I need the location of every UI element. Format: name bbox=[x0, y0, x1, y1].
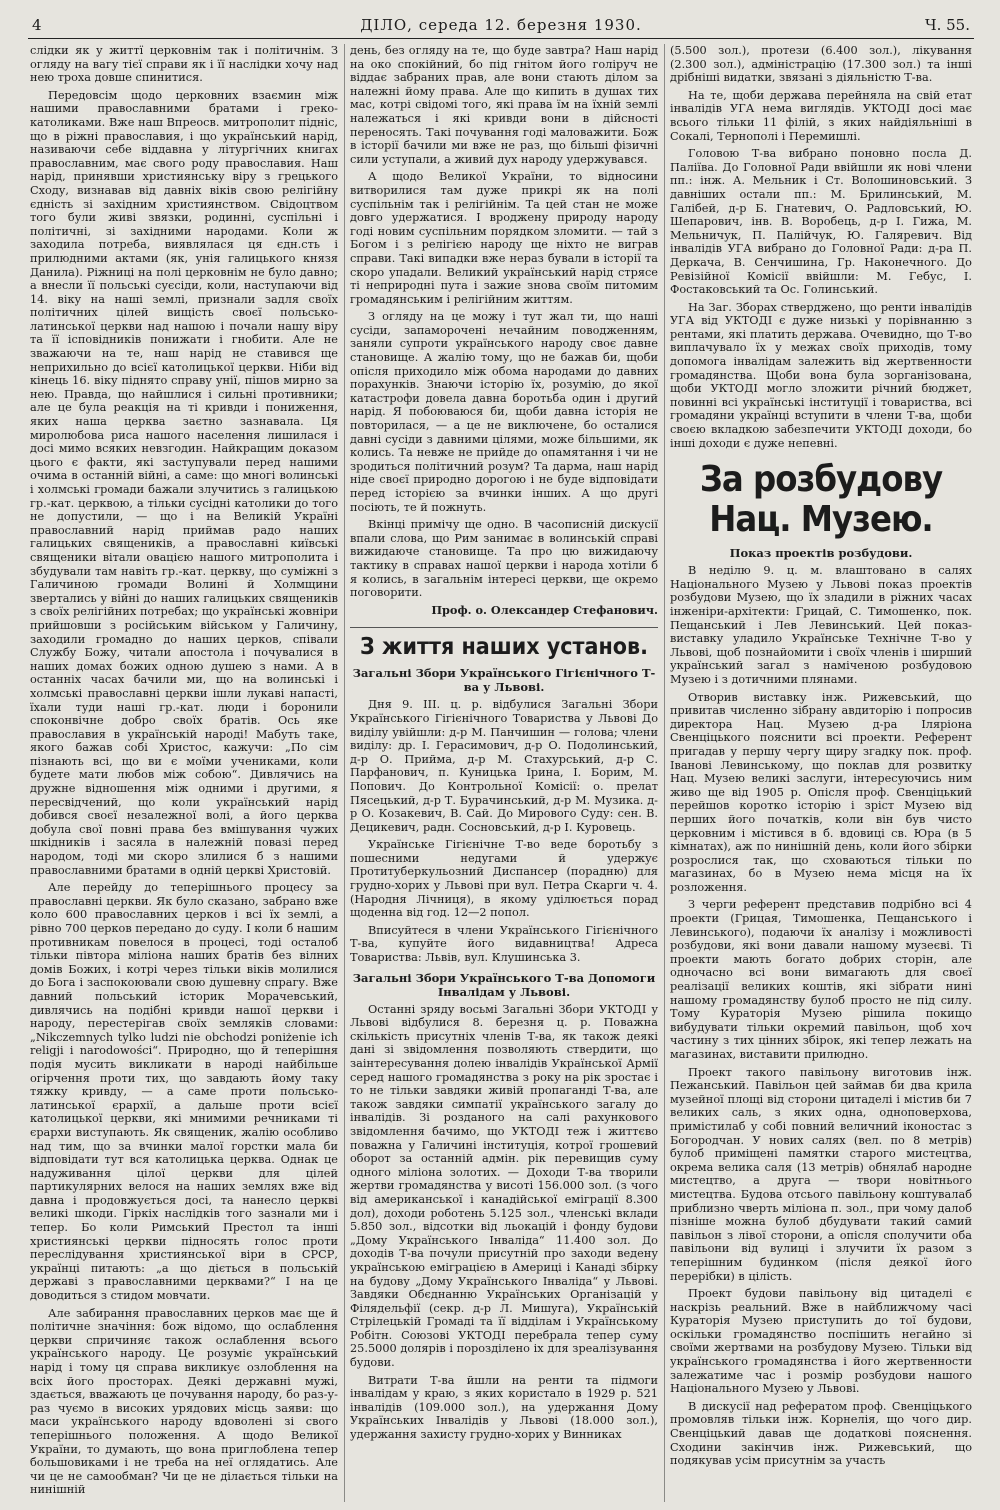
paragraph: З черги референт представив подрібно всі 4 проекти (Грицая, Тимошенка, Пещанського і Левинського), подаючи їх аналізу і можливості розбудови, які вони давали нашому музеєві. Ті проекти мають богато добрих сторін, але одночасно всі вони вимагають для своєї реалізації великих коштів, які зібрати нині нашому громадянству булоб просто не під силу. Тому Кураторія Музею рішила покищо вибудувати тільки окремий павільон, щоб хоч частину з тих цінних збірок, які тепер лежать на магазинах, виставити прилюдно. bbox=[670, 898, 972, 1061]
paragraph: слідки як у життї церковнім так і політичнім. З огляду на вагу тієї справи як і її наслідки хочу над нею троха довше спинитися. bbox=[30, 44, 338, 85]
paragraph: Але забирання православних церков має ще й політичне значіння: бож відомо, що ослаблення церкви спричиняє також ослаблення всього українського народу. Це розуміє український нарід і тому ця справа викликує озлоблення на всіх його просторах. Деякі державні мужі, здається, вважають це почування народу, бо раз-у-раз чуємо в високих урядових місць заяви: що маси українського народу вдоволені зі свого теперішнього положення. А щодо Великої України, то думають, що вона приглоблена тепер большовиками і не треба на неї оглядатись. Але чи це не самообман? Чи це не ділається тільки на нинішній bbox=[30, 1306, 338, 1497]
column-rule bbox=[664, 44, 665, 1502]
paragraph: З огляду на це можу і тут жал ти, що наші сусіди, запаморочені нечайним поводженням, заняли супроти українського народу своє давне становище. А жалію тому, що не бажав би, щоби опісля приходило між обома народами до давних порахунків. Знаючи історію їх, розумію, до якої катастрофи довела давна боротьба один і другий нарід. Я побоюваюся би, щоби давна історія не повторилася, — а це не виключене, бо осталися давні сусіди з давними цілями, може більшими, як колись. Та невже не прийде до опамятання і чи не зродиться політичний розум? Та дарма, наш нарід ніде своєї природно дорогою і не буде відповідати перед історією за вчинки інших. А що другі посіють, те й пожнуть. bbox=[350, 310, 658, 514]
author-signature: Проф. о. Олександер Стефанович. bbox=[431, 602, 658, 617]
article-subheading: Показ проектів розбудови. bbox=[729, 546, 913, 561]
article-subheading: Загальні Збори Українського Т-ва Допомоги Інвалідам у Львові. bbox=[352, 970, 656, 999]
paragraph: Вкінці примічу ще одно. В часописній дискусії впали слова, що Рим занимає в волинській справі вижидаюче становище. Та про цю вижидаючу тактику в справах нашої церкви і народа хотіли б я колись, в загальнім інтересі церкви, ще окремо поговорити. bbox=[350, 518, 658, 600]
paragraph: Отворив виставку інж. Рижевський, що привитав численно зібрану авдиторію і попросив директора Нац. Музею д-ра Іляріона Свенціцького пояснити всі проекти. Референт пригадав у першу чергу щиру згадку пок. проф. Івановi Левинському, що поклав для розвитку Нац. Музею великі заслуги, інтересуючись ним живо ще від 1905 р. Опісля проф. Свенціцький перейшов коротко історію і зріст Музею від перших його початків, коли він був чисто церковним і містився в б. вдовиці св. Юра (в 5 кімнатах), аж по нинішній день, коли його збірки розрослися так, що сховаються тільки по магазинах, бо в Музею нема місця на їх розложення. bbox=[670, 690, 972, 894]
paragraph: На те, щоби держава перейняла на свій етат інвалідів УГА нема виглядів. УКТОДІ досі має всього тільки 11 філій, з яких найдіяльніші в Сокалі, Тернополі і Перемишлі. bbox=[670, 88, 972, 143]
article-headline: За розбудову Нац. Музею. bbox=[699, 459, 943, 541]
paragraph: А щодо Великої України, то відносини витворилися там дуже прикрі як на полі суспільнім так і релігійнім. Та цей стан не може довго удержатися. І вроджену природу народу годі новим суспільним порядком зломити. — тай з Богом і з релігією народу ще ніхто не виграв справи. Такі випадки вже нераз бували в історії та скоро упадали. Великий український нарід стрясе ті неприродні пута і зажие знова своїм питомим громадянським і релігійним життям. bbox=[350, 170, 658, 306]
paragraph: Останні зряду восьмі Загальні Збори УКТОДІ у Львові відбулися 8. березня ц. р. Поважна скількість присутніх членів Т-ва, як також деякі дані зі звідомлення позволяють ствердити, що заінтересування долею інвалідів Української Армії серед нашого громадянства з року на рік зростає і то не тільки завдяки живій пропаганді Т-ва, але також завдяки симпатії українського загалу до інвалідів. Зі розданого на салі рахункового звідомлення бачимо, що УКТОДІ теж і життєво поважна у Галичині інституція, котрої грошевий оборот за останній адмін. рік перевищив суму одного міліона золотих. — Доходи Т-ва творили жертви громадянства у висоті 156.000 зол. (з чого від американської і канадійської еміграції 8.300 дол), доходи роботень 5.125 зол., членські вклади 5.850 зол., відсотки від льокацій і фонду будови „Дому Українського Інваліда“ 11.400 зол. До доходів Т-ва почули присутній про заходи ведену українською еміграцією в Америці і Канаді збірку на будову „Дому Українського Інваліда“ у Львові. Завдяки Обєднанню Українських Організацій у Філядельфії (секр. д-р Л. Мишуга), Українській Стрілецькій Громаді та її відділам і Українському Робітн. Союзові УКТОДІ перебрала тепер суму 25.5000 долярів і порозділено іх для зреалізування будови. bbox=[350, 1002, 658, 1370]
paragraph: Проект будови павільону від цитаделі є наскрізь реальний. Вже в найближчому часі Кураторія Музею приступить до тої будови, оскільки громадянство поспішить негайно зі своїми жертвами на розбудову Музею. Тільки від українського громадянства і його жертвенности залежатиме час і розмір розбудови нашого Національного Музею у Львові. bbox=[670, 1287, 972, 1396]
paragraph: На Заг. Зборах стверджено, що ренти інвалідів УГА від УКТОДІ є дуже низькі у порівнанню з рентами, які платить держава. Очевидно, що Т-во виплачувало їх у межах своїх приходів, тому допомога інвалідам залежить від жертвенности громадянства. Щоби вона була зорганізована, щоби УКТОДІ могло зложити річний бюджет, повинні всі українські інституції і товариства, всі громадяни українці вступити в члени Т-ва, щоби своєю вкладкою забезпечити УКТОДІ доходи, бо інші доходи є дуже непевні. bbox=[670, 300, 972, 450]
article-subheading: Загальні Збори Українського Гігієнічного Т-ва у Львові. bbox=[352, 666, 656, 695]
paragraph: Вписуйтеся в члени Українського Гігієнічного Т-ва, купуйте його видавництва! Адреса Товариства: Львів, вул. Клушинська 3. bbox=[350, 923, 658, 965]
section-heading: З життя наших установ. bbox=[350, 627, 658, 660]
page-header bbox=[28, 14, 974, 39]
paragraph: Витрати Т-ва йшли на ренти та підмоги інвалідам у краю, з яких користало в 1929 р. 521 інвалідів (109.000 зол.), на удержання Дому Українських Інвалідів у Львові (18.000 зол.), удержання захисту грудно-хорих у Винниках bbox=[350, 1373, 658, 1442]
paragraph: В дискусії над рефератом проф. Свенціцького промовляв тільки інж. Корнелія, що чого дир. Свенціцький давав ще додаткові пояснення. Сходини закінчив інж. Рижевський, що подякував усім присутнім за участь bbox=[670, 1399, 972, 1468]
paragraph: Але перейду до теперішнього процесу за православні церкви. Як було сказано, забрано вже коло 600 православних церков і всі їх землі, а рівно 700 церков передано до суду. І коли б нашим противникам повелося в процесі, тоді осталоб тільки півтора міліона наших братів без вілних домів Божих, і котрі через тільки віків молилися до Бога і заспокоювали свою душевну спрагу. Вже давний польський історик Морачевський, дивлячись на подібні кривди нашої церкви і народу, перестерігав своїх земляків словами: „Nikczemnych tylko ludzi nie obchodzi poniżenie ich religji i narodowości“. Природно, що й теперішня подія мусить викликати в народі найбільше огірчення проти тих, що завдають йому таку тяжку кривду, — а саме проти польсько-латинської єрархії, а дальше проти всієї католицької церкви, які мнимими речниками ті єрархи виступають. Як священик, жалію особливо над тим, що за вчинки малої горстки мала би відповідати тут вся католицька церква. Однак це надуживання цілої церкви для цілей партикулярних велося на наших землях вже від давна і продовжується досі, та нанесло церкві великі шкоди. Гіркіх наслідків того зазнали ми і тепер. Бо коли Римський Престол та інші християнські церкви підносять голос проти переслідування християнської віри в СРСР, українці питають: „а що діється в польській державі з православними церквами?“ І на це доводиться з стидом мовчати. bbox=[30, 881, 338, 1303]
paragraph: Головою Т-ва вибрано поновно посла Д. Паліїва. До Головної Ради ввійшли як нові члени пп.: інж. А. Мельник і Ст. Волошиновський. З давніших остали пп.: М. Брилинський, М. Галібей, д-р Б. Гнатевич, О. Радловський, Ю. Шепарович, інв. В. Воробець, д-р І. Гижа, М. Мельничук, П. Палійчук, Ю. Галяревич. Від інвалідів УГА вибрано до Головної Ради: д-ра П. Деркача, В. Сенчишина, Гр. Наконечного. До Ревізійної Комісії ввійшли: М. Гебус, І. Фостаковський та Ос. Голинський. bbox=[670, 147, 972, 297]
column-3 bbox=[670, 44, 972, 1502]
paragraph: В неділю 9. ц. м. влаштовано в салях Національного Музею у Львові показ проектів розбудови Музею, що їх зладили в ріжних часах інженіри-архітекти: Грицай, С. Тимошенко, пок. Пещанський і Лев Левинський. Цей показ-виставку уладило Українське Технічне Т-во у Львові, щоб познайомити і своїх членів і ширший український загал з наміченою розбудовою Музею і з дотичними плянами. bbox=[670, 564, 972, 686]
paragraph: (5.500 зол.), протези (6.400 зол.), лікування (2.300 зол.), адміністрацію (17.300 зол.) та інші дрібніші видатки, звязані з діяльністю Т-ва. bbox=[670, 44, 972, 85]
paragraph: день, без огляду на те, що буде завтра? Наш нарід на око спокійний, бо під гнітом його голіруч не віддає забраних прав, але вони стають ділом за належні йому права. Але що кипить в душах тих мас, котрі свідомі того, які права їм на їхній землі належаться і які кривди вони в дійсності переносять. Такі почування годі маловажити. Бож в історії бачили ми вже не раз, що більші фізичні сили уступали, а живий дух народу удержувався. bbox=[350, 44, 658, 166]
paragraph: Українське Гігієнічне Т-во веде боротьбу з пошесними недугами й удержує Протитуберкульозний Диспансер (порадню) для грудно-хорих у Львові при вул. Петра Скарги ч. 4. (Народня Лічниця), в якому уділюється порад щоденна від год. 12—2 попол. bbox=[350, 838, 658, 920]
paragraph: Проект такого павільону виготовив інж. Пежанський. Павільон цей займав би два крила музейної площі від сторони цитаделі і містив би 7 великих саль, з яких одна, одноповерхова, примістилаб у собі повний величний іконостас з Богородчан. У нових салях (вел. по 8 метрів) булоб приміщені памятки старого мистецтва, окрема велика саля (13 метрів) обнялаб народне мистецтво, а друга — твори новітнього мистецтва. Будова отсього павільону коштувалаб приблизно чверть міліона п. зол., при чому далоб пізніше можна булоб дбудувати такий самий павільон з лівої сторони, а опісля сполучити оба павільони від вулиці і злучити їх разом з теперішним будинком (після деякої його перерібки) в цілість. bbox=[670, 1065, 972, 1283]
issue-number: Ч. 55. bbox=[925, 16, 970, 34]
column-1 bbox=[30, 44, 338, 1502]
masthead: ДІЛО, середа 12. березня 1930. bbox=[360, 16, 642, 34]
column-2 bbox=[350, 44, 658, 1502]
paragraph: Передовсім щодо церковних взаємин між нашими православними братами і греко-католиками. Вже наш Впреосв. митрополит підніс, що в ріжні православия, і що український нарід, називаючи себе віддавна у літургічних книгах православним, має свого роду православия. Наш нарід, принявши християнську віру з грецького Сходу, визнавав від давніх віків свою релігійну єдність зі західним християнством. Свідоцтвом того були живі звязки, родинні, суспільні і політичні, зі західними народами. Коли ж заходила потреба, виявлялася ця єдн.сть і прилюдними актами (як, унія галицького князя Данила). Ріжниці на полі церковнім не було давно; а внесли її польські суєсіди, коли, наступаючи від 14. віку на наші землі, признали задля своїх політичних цілей вищість своєї польсько-латинської церкви над нашою і почали нашу віру та її ісповідників понижати і гнобити. Але не зважаючи на те, наш нарід не ставився ще неприхильно до всієї католицької церкви. Ніби від кінець 16. віку піднято справу унії, пішов мирно за нею. Правда, що найшлися і сильні противники; але це була реакція на ті кривди і пониження, яких наша церква заєтно зазнавала. Ця миролюбова риса нашого населення лишилася і досі мимо всяких невзгодин. Найкращим доказом цього є факти, які заступували перед нашими очима в останній війні, а саме: що многі волинські і холмські громади бажали злучитись з галицькою гр.-кат. церквою, а тільки сусідні католики до того не допустили, — що і на Великій Україні православний нарід приймав радо наших галицьких священиків, а православні київські священики вітали овацією нашого митрополита і збудували там навіть гр.-кат. церкву, що суміжні з Галичиною громади Волині й Холмщини звертались у війні до наших галицьких священиків з своїх релігійних потребах; що українські жовніри прийшовши з російським військом у Галичину, заходили громадно до наших церков, співали Службу Божу, читали апостола і почувалися в наших домах божих одною душею з нами. А в останніх часах бачили ми, що на волинські і холмські православні церкви ішли лукаві напасті, їхали туди наші гр.-кат. люди і боронили споконвічне добро своїх братів. Ось яке православия в українській народі! Мабуть таке, якого бажав собі Христос, кажучи: „По сім пізнають всі, що ви є моїми учениками, коли будете мати любов між собою“. Дивлячись на дружне відношення між одними і другими, я пересвідчений, що коли український нарід добився своєї незалежної волі, а його церква добула свої повні права без вмішування чужих шкідників і засяла в належній повазі перед народом, тоді ми скоро злилися б з нашими православними братами в одній церкві Христовій. bbox=[30, 88, 338, 877]
column-rule bbox=[344, 44, 345, 1502]
paragraph: Дня 9. ІІІ. ц. р. відбулися Загальні Збори Українського Гігієнічного Товариства у Львові До виділу увійшли: д-р М. Панчишин — голова; члени виділу: др. І. Герасимович, д-р О. Подолинський, д-р О. Прийма, д-р М. Стахурський, д-р С. Парфанович, п. Куницька Ірина, І. Борим, М. Попович. До Контрольної Комісії: о. прелат Пясецький, д-р Т. Бурачинський, д-р М. Музика. д-р О. Козакевич, В. Сай. До Мирового Суду: сен. В. Децикевич, радн. Сосновський, д-р І. Куровець. bbox=[350, 698, 658, 834]
page-number: 4 bbox=[32, 16, 42, 34]
